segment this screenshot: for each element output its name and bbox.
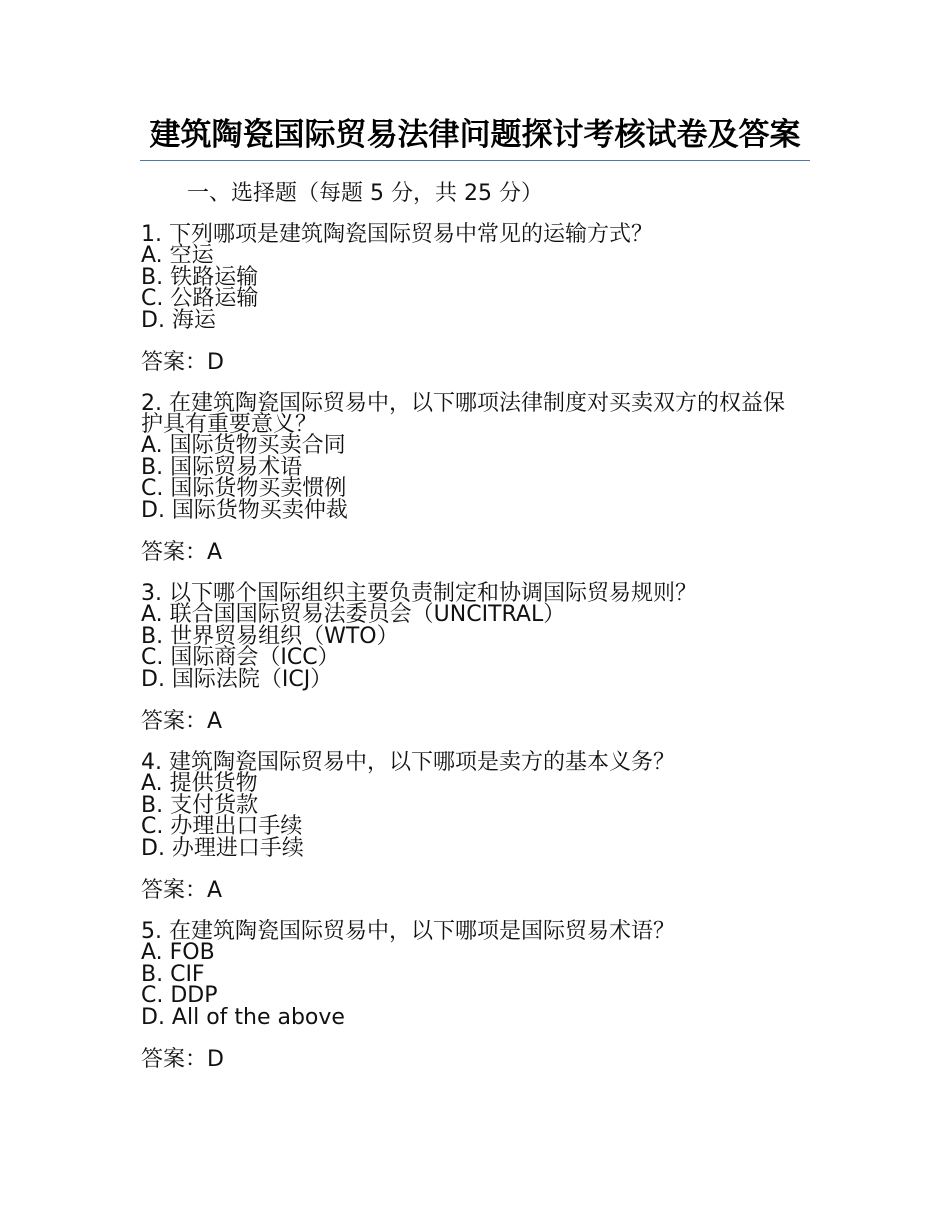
answer-text: 答案：A xyxy=(141,709,223,734)
question-4 xyxy=(141,752,811,905)
question-2 xyxy=(141,393,811,567)
question-list xyxy=(141,224,811,1090)
option-b: B. 国际贸易术语 xyxy=(141,454,303,480)
option-a: A. 联合国国际贸易法委员会（UNCITRAL） xyxy=(141,602,566,627)
answer-text: 答案：D xyxy=(141,350,224,375)
section-heading: 一、选择题（每题 5 分，共 25 分） xyxy=(187,181,543,206)
document-title: 建筑陶瓷国际贸易法律问题探讨考核试卷及答案 xyxy=(149,116,801,153)
option-d: D. All of the above xyxy=(141,1004,345,1030)
option-c: C. DDP xyxy=(141,983,218,1008)
option-b: B. 支付货款 xyxy=(141,792,259,818)
option-a: A. 空运 xyxy=(141,243,214,268)
option-c: C. 国际货物买卖惯例 xyxy=(141,476,347,501)
question-3 xyxy=(141,583,811,736)
option-d: D. 国际货物买卖仲裁 xyxy=(141,497,348,523)
answer-text: 答案：D xyxy=(141,1047,224,1072)
question-text: 4. 建筑陶瓷国际贸易中，以下哪项是卖方的基本义务？ xyxy=(141,750,675,775)
question-text: 5. 在建筑陶瓷国际贸易中，以下哪项是国际贸易术语？ xyxy=(141,919,675,944)
option-c: C. 办理出口手续 xyxy=(141,814,303,839)
option-list xyxy=(141,245,811,331)
option-b: B. CIF xyxy=(141,961,205,987)
question-text: 2. 在建筑陶瓷国际贸易中，以下哪项法律制度对买卖双方的权益保护具有重要意义？ xyxy=(141,391,785,437)
option-list xyxy=(141,435,811,521)
option-d: D. 国际法院（ICJ） xyxy=(141,666,333,692)
option-d: D. 海运 xyxy=(141,307,216,333)
option-a: A. FOB xyxy=(141,940,215,965)
option-a: A. 国际货物买卖合同 xyxy=(141,433,346,458)
question-text: 1. 下列哪项是建筑陶瓷国际贸易中常见的运输方式？ xyxy=(141,222,653,247)
question-text: 3. 以下哪个国际组织主要负责制定和协调国际贸易规则？ xyxy=(141,581,697,606)
question-5 xyxy=(141,921,811,1074)
option-c: C. 公路运输 xyxy=(141,286,259,311)
option-b: B. 铁路运输 xyxy=(141,264,259,290)
option-d: D. 办理进口手续 xyxy=(141,835,304,861)
option-c: C. 国际商会（ICC） xyxy=(141,645,340,670)
option-a: A. 提供货物 xyxy=(141,771,258,796)
option-list xyxy=(141,773,811,859)
option-list xyxy=(141,604,811,690)
title-divider xyxy=(140,160,810,161)
option-list xyxy=(141,942,811,1028)
answer-text: 答案：A xyxy=(141,878,223,903)
question-1 xyxy=(141,224,811,377)
answer-text: 答案：A xyxy=(141,540,223,565)
option-b: B. 世界贸易组织（WTO） xyxy=(141,623,399,649)
